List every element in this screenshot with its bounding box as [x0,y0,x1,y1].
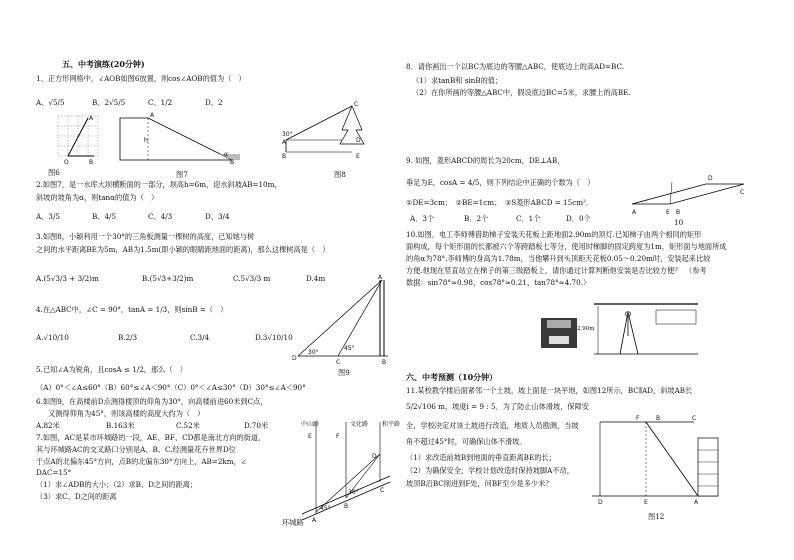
q4-option-c: C.3/4 [190,333,210,342]
question-3b: 之间的水平距离BE为5m，AB为1.5m(即小颖的眼睛距地面的距离)，那么这棵树高是（ ） [36,245,330,254]
svg-text:B: B [676,209,681,216]
svg-text:D: D [598,499,603,506]
question-2b: 斜坡的坡角为α，则tanα的值为（ ） [36,193,159,202]
question-8a: 8．请你画出一个以BC为底边的等腰△ABC，使底边上的高AD=BC. [406,62,624,71]
q5-options: （A）0°＜∠A≤60°（B）60°≤∠A＜90°（C）0°＜∠A≤30°（D）30°≤∠A＜90° [36,383,306,392]
figure-7-dam [120,112,240,164]
question-11b: 5/2√106 m，坡度i = 9 : 5．为了防止山体滑坡，保障安 [406,402,589,411]
q2-option-b: B、4/5 [92,212,117,221]
svg-text:B: B [230,159,235,166]
q9-option-a: A．3个 [410,214,435,223]
question-11e: （1）求改造前坡B到地面的垂直距离BE的长； [406,453,556,462]
q4-option-a: A.√10/10 [36,333,69,342]
section-title: 五、中考演练(20分钟) [62,59,145,69]
q9-option-c: C．1个 [516,214,541,223]
question-11d: 角不超过45°时，可确保山体不滑坡。 [406,437,527,446]
svg-text:B: B [656,415,661,422]
svg-text:A: A [150,112,155,119]
q3-option-a: A.(5√3/3 + 3/2)m [36,274,99,283]
question-5: 5.已知∠A为锐角，且cosA ≤ 1/2，那么（ ） [36,365,187,374]
q2-option-d: D、3/4 [205,212,230,221]
q1-option-b: B、2√5/5 [92,98,126,107]
q6-option-a: A.82米 [36,421,60,430]
question-1: 1、正方形网格中，∠AOB如图6放置，则cos∠AOB的值为（ ） [36,74,246,83]
svg-text:E: E [666,209,670,216]
svg-text:45°: 45° [320,505,331,512]
svg-text:D: D [708,175,713,182]
question-10e: 数据：sin78°≈0.98，cos78°≈0.21，tan78°≈4.70.） [406,278,591,287]
svg-text:C: C [336,359,341,366]
question-7f: （3）求C、D之间的距离 [36,492,117,501]
q9-option-d: D．0个 [566,214,591,223]
question-7c: 于点A的北偏东45°方向，点B的北偏东30°方向上，AB=2km，∠ [36,457,247,466]
svg-text:45°: 45° [344,345,355,352]
question-9c: ①DE=3cm； ②BE=1cm； ③S菱形ABCD = 15cm²． [406,198,594,207]
q4-option-b: B.2/3 [118,333,138,342]
question-9a: 9. 如图，菱形ABCD的周长为20cm，DE⊥AB， [406,156,565,165]
q2-option-c: C、4/3 [148,212,173,221]
figure-9-building [290,274,396,366]
q6-option-d: D.70米 [244,421,269,430]
svg-text:D: D [356,137,361,144]
figure-6-grid [58,116,98,164]
svg-text:A: A [89,115,94,122]
svg-text:30°: 30° [308,349,319,356]
svg-text:C: C [692,415,697,422]
svg-text:文化路: 文化路 [350,421,369,428]
fig12-caption: 图12 [648,512,665,521]
svg-text:30°: 30° [282,131,293,138]
figure-8-tree [282,100,362,162]
svg-text:A: A [282,139,287,146]
svg-text:h: h [144,137,148,144]
svg-text:B: B [282,153,287,160]
question-7b: 其与环城路AC的交叉路口分别是A、B、C.经测量花卉世界D位 [36,445,236,454]
question-6a: 6.如图9，在高楼前D点测得楼顶的仰角为30°，向高楼前进60米到C点， [36,397,268,406]
fig9-caption: 图9 [338,368,350,377]
svg-text:C: C [380,487,385,494]
svg-text:E: E [308,433,312,440]
question-4: 4.在△ABC中，∠C = 90°，tanA = 1/3，则sinB =（ ） [36,305,228,314]
q4-option-d: D.3√10/10 [255,333,293,342]
svg-text:A: A [694,499,699,506]
ceiling-height-label: 2.90m [577,326,595,332]
svg-text:D: D [292,355,297,362]
question-7e: （1）求∠ADB的大小；（2）求B、D之间的距离； [36,480,198,489]
question-2a: 2.如图7，是一水库大坝横断面的一部分，坝高h=6m，迎水斜坡AB=10m， [36,180,282,189]
question-10c: 的角α为78°.李师傅的身高为1.78m，当他攀升到头顶距天花板0.05～0.20m时，安装起来比较 [406,254,711,263]
svg-text:C: C [740,189,745,196]
svg-text:A: A [378,274,383,281]
q9-option-b: B．2个 [464,214,489,223]
ladder-diagram [594,300,704,358]
svg-text:E: E [356,153,360,160]
svg-text:O: O [64,159,69,166]
section-6-title: 六、中考预测（10分钟） [406,372,498,382]
svg-text:α: α [224,151,228,158]
question-8c: （2）在你所画的等腰△ABC中，假设底边BC=5米，求腰上的高BE. [412,88,631,97]
question-10a: 10.如图，电工李师傅借助梯子安装天花板上距地面2.90m的顶灯.已知梯子由两个相同的矩形 [406,230,702,239]
q2-option-a: A、3/5 [36,212,60,221]
question-11g: 坡顶B沿BC削进到F处，问BF至少是多少米？ [406,479,553,488]
svg-text:B: B [382,359,387,366]
figure-10-rhombus [632,172,748,218]
svg-text:F: F [636,415,640,422]
svg-text:D: D [372,453,377,460]
question-10b: 面构成，每个矩形面的长都被六个等跨踏板七等分，使用时梯脚的固定跨度为1m，矩形面与地面所成 [406,242,727,251]
q6-option-b: B.163米 [106,421,135,430]
svg-text:30°: 30° [348,489,359,496]
question-7d: DAC=15° [36,468,72,477]
svg-text:B: B [344,503,349,510]
question-7a: 7.如图，AC是某市环城路的一段，AE、BF、CD都是南北方向的街道， [36,433,266,442]
question-11c: 全，学校决定对该土坡进行改造，地质人员勘测，当坡 [406,421,579,430]
svg-text:B: B [89,159,94,166]
q1-option-c: C、1/2 [148,98,173,107]
ring-road-label: 环城路 [282,518,304,527]
figure-ring-road [300,418,401,526]
q3-option-c: C.5√3/3 m [233,274,271,283]
q6-option-c: C.52米 [176,421,200,430]
svg-text:F: F [336,433,340,440]
fig8-caption: 图8 [334,170,346,179]
fig7-caption: 图7 [176,170,188,179]
q1-option-d: D、2 [205,98,223,107]
question-6b: 又测得仰角为45°，则该高楼的高度大约为（ ） [48,409,205,418]
q3-option-b: B.(5√3+3/2)m [142,274,194,283]
question-10d: 方便.他现在竖直站立在梯子的第三级踏板上，请你通过计算判断他安装是否比较方便？ （参考 [406,266,707,275]
question-9b: 垂足为E，cosA = 4/5，则下列结论中正确的个数为（ ） [406,178,595,187]
svg-text:A: A [312,517,317,524]
question-11f: （2）为确保安全，学校计划改造时保持坡脚A不动， [406,466,574,475]
question-8b: （1）求tanB和 sinB的值； [412,76,503,85]
question-11a: 11.某校教学楼后面紧邻一个土坡，坡上面是一块平地，如图12所示，BC∥AD，斜坡AB长 [406,386,693,395]
fig10-caption: 10 [674,218,684,227]
q3-option-d: D.4m [306,274,326,283]
ladder-photo [541,318,577,348]
svg-text:A: A [632,209,637,216]
q1-option-a: A、√5/5 [36,98,65,107]
fig6-caption: 图6 [48,168,60,177]
svg-text:E: E [644,499,648,506]
svg-text:C: C [354,101,359,108]
question-3a: 3.如图8，小颖利用一个30°的三角板测量一棵树的高度，已知她与树 [36,232,255,241]
figure-12-slope [592,414,722,508]
svg-text:中山路: 中山路 [301,421,320,428]
svg-text:和平路: 和平路 [382,421,401,428]
